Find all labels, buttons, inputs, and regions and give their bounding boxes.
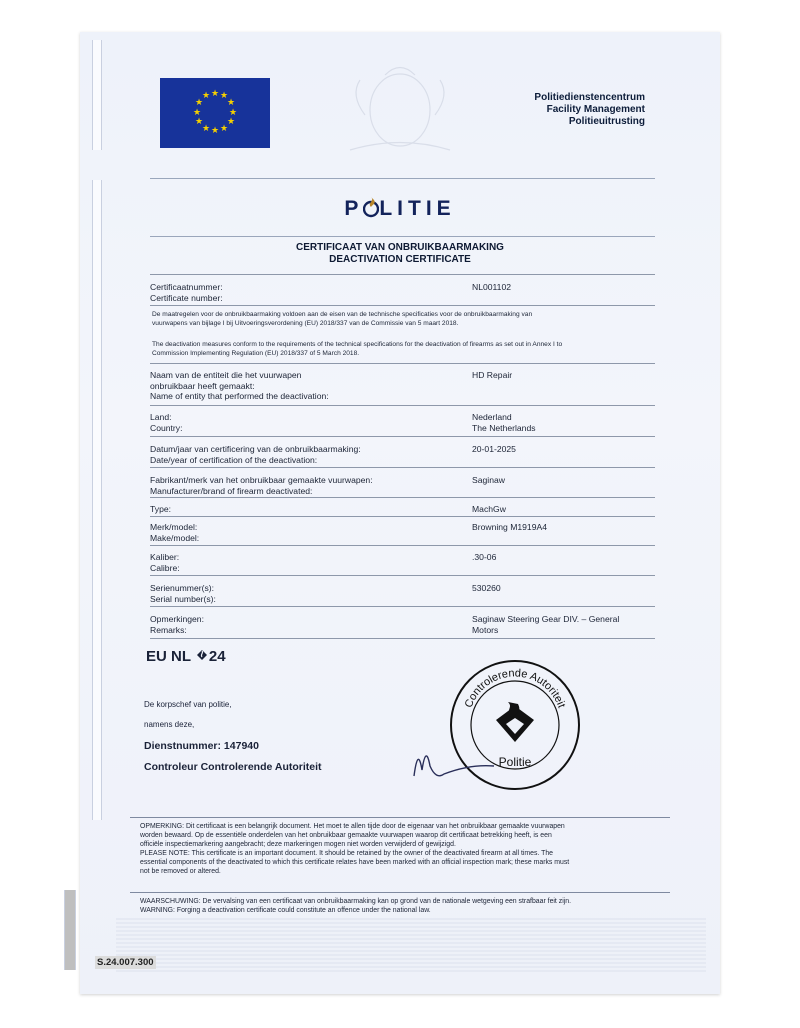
svg-text:★: ★ [192,108,202,118]
divider [130,817,670,818]
warning-line: WAARSCHUWING: De vervalsing van een certificaat van onbruikbaarmaking kan op grond van de nationale wetgeving een strafbaar feit zijn. [140,898,572,905]
footer-note [140,822,665,876]
svg-text:★: ★ [219,124,229,134]
manufacturer-row [150,475,655,496]
security-strip [92,180,102,820]
intro-line: De maatregelen voor de onbruikbaarmaking voldoen aan de eisen van de technische specificaties voor de onbruikbaarmaking van [152,311,533,318]
remarks-line: Saginaw Steering Gear DIV. – General [472,614,620,624]
country-value [472,412,536,433]
field-label: Land: [150,412,172,422]
field-label: Calibre: [150,562,180,573]
svg-text:★: ★ [201,91,211,101]
row-divider [150,274,655,275]
calibre-row [150,552,655,573]
remarks-value [472,614,619,635]
field-label: Remarks: [150,624,187,635]
svg-text:★: ★ [194,117,204,127]
coat-of-arms-watermark [330,55,470,165]
politie-flame-icon [363,196,379,218]
signatory-line: De korpschef van politie, [144,700,232,709]
row-divider [150,467,655,468]
svg-text:★: ★ [201,124,211,134]
eu-flag [160,78,270,148]
country-value-en: The Netherlands [472,422,536,433]
serial-row [150,583,655,604]
field-label: Make/model: [150,532,200,543]
intro-line: vuurwapens van bijlage I bij Uitvoeringsverordening (EU) 2018/337 van de Commissie van 5 maart 2018. [152,320,459,327]
certificate-title [0,242,800,266]
model-value: Browning M1919A4 [472,522,548,532]
signatory-role: Controleur Controlerende Autoriteit [144,761,322,773]
type-value: MachGw [472,504,506,514]
field-label: Serial number(s): [150,593,216,604]
row-divider [150,436,655,437]
note-line: essential components of the deactivated to which this certificate relates have been marked with an official inspection mark; these marks must [140,859,570,866]
svg-text:★: ★ [210,126,220,136]
note-line: not be removed or altered. [140,868,221,875]
divider [130,892,670,893]
politie-logo [0,196,800,221]
svg-text:★: ★ [228,108,238,118]
model-row [150,522,655,543]
row-divider [150,638,655,639]
field-label: Manufacturer/brand of firearm deactivated: [150,485,313,496]
note-line: PLEASE NOTE: This certificate is an important document. It should be retained by the owner of the deactivated firearm at all times. The [140,850,554,857]
row-divider [150,516,655,517]
country-value-nl: Nederland [472,412,512,422]
date-row [150,444,655,465]
calibre-value: .30-06 [472,552,497,562]
field-label: Kaliber: [150,552,180,562]
serial-value: 530260 [472,583,501,593]
footer-warning [140,897,665,915]
issuing-organization [534,92,645,128]
mark-left: EU NL [146,648,191,665]
entity-row [150,370,655,402]
org-line: Politieuitrusting [568,116,645,127]
row-divider [150,545,655,546]
signatory-line: namens deze, [144,720,195,729]
entity-value: HD Repair [472,370,513,380]
document-code: S.24.007.300 [97,957,154,968]
politie-flame-icon [195,648,209,662]
org-line: Politiedienstencentrum [534,92,645,103]
logo-letters: LITIE [379,197,456,220]
field-label: Certificaatnummer: [150,282,223,292]
svg-text:★: ★ [226,98,236,108]
field-label: Serienummer(s): [150,583,214,593]
svg-text:★: ★ [210,89,220,99]
row-divider [150,363,655,364]
country-row [150,412,655,433]
divider [150,178,655,179]
security-strip [64,890,76,970]
service-number: Dienstnummer: 147940 [144,740,259,752]
field-label: Name of entity that performed the deactivation: [150,391,329,401]
row-divider [150,405,655,406]
mark-right: 24 [208,648,226,665]
field-label: onbruikbaar heeft gemaakt: [150,380,255,391]
field-label: Fabrikant/merk van het onbruikbaar gemaakte vuurwapen: [150,475,373,485]
title-en: DEACTIVATION CERTIFICATE [329,254,471,265]
note-line: OPMERKING: Dit certificaat is een belangrijk document. Het moet te allen tijde door de eigenaar van het onbruikbaar gemaakte vuurwapen [140,823,565,830]
field-label: Datum/jaar van certificering van de onbruikbaarmaking: [150,444,361,454]
type-row [150,504,655,515]
remarks-line: Motors [472,624,499,635]
intro-line: Commission Implementing Regulation (EU) 2018/337 of 5 March 2018. [152,350,360,357]
row-divider [150,606,655,607]
title-nl: CERTIFICAAT VAN ONBRUIKBAARMAKING [296,242,504,253]
row-divider [150,497,655,498]
intro-en [152,340,652,358]
org-line: Facility Management [546,104,645,115]
field-label: Opmerkingen: [150,614,204,624]
stamp-ring-text: Controlerende Autoriteit [462,667,568,710]
intro-line: The deactivation measures conform to the requirements of the technical specifications for the deactivation of firearms as set out in Annex I to [152,341,563,348]
field-label: Naam van de entiteit die het vuurwapen [150,370,302,380]
remarks-row [150,614,655,635]
field-label: Merk/model: [150,522,198,532]
note-line: officiële inspectiemarkering aangebracht; deze markeringen mogen niet worden verwijderd of gewijzigd. [140,841,456,848]
divider [150,236,655,237]
note-line: worden bewaard. Op de essentiële onderdelen van het onbruikbaar gemaakte vuurwapen waarop dit certificaat betrekking heeft, is een [140,832,552,839]
handwritten-signature [410,736,500,786]
security-strip [92,40,102,150]
intro-nl [152,310,652,328]
field-label: Certificate number: [150,292,223,303]
politie-emblem-icon [496,702,534,742]
svg-text:★: ★ [226,117,236,127]
svg-text:★: ★ [194,98,204,108]
date-value: 20-01-2025 [472,444,516,454]
field-label: Type: [150,504,172,514]
eu-stars-icon [160,78,270,148]
eu-nl-mark [146,648,226,665]
manufacturer-value: Saginaw [472,475,505,485]
certificate-number-row [150,282,655,303]
certificate-number-value: NL001102 [472,282,512,292]
field-label: Country: [150,422,183,433]
row-divider [150,305,655,306]
logo-letter: P [344,197,364,220]
svg-text:★: ★ [219,91,229,101]
warning-line: WARNING: Forging a deactivation certificate could constitute an offence under the national law. [140,907,431,914]
stamp-center-text: Politie [498,755,532,769]
row-divider [150,575,655,576]
security-microtext [116,918,706,972]
field-label: Date/year of certification of the deactivation: [150,454,318,465]
